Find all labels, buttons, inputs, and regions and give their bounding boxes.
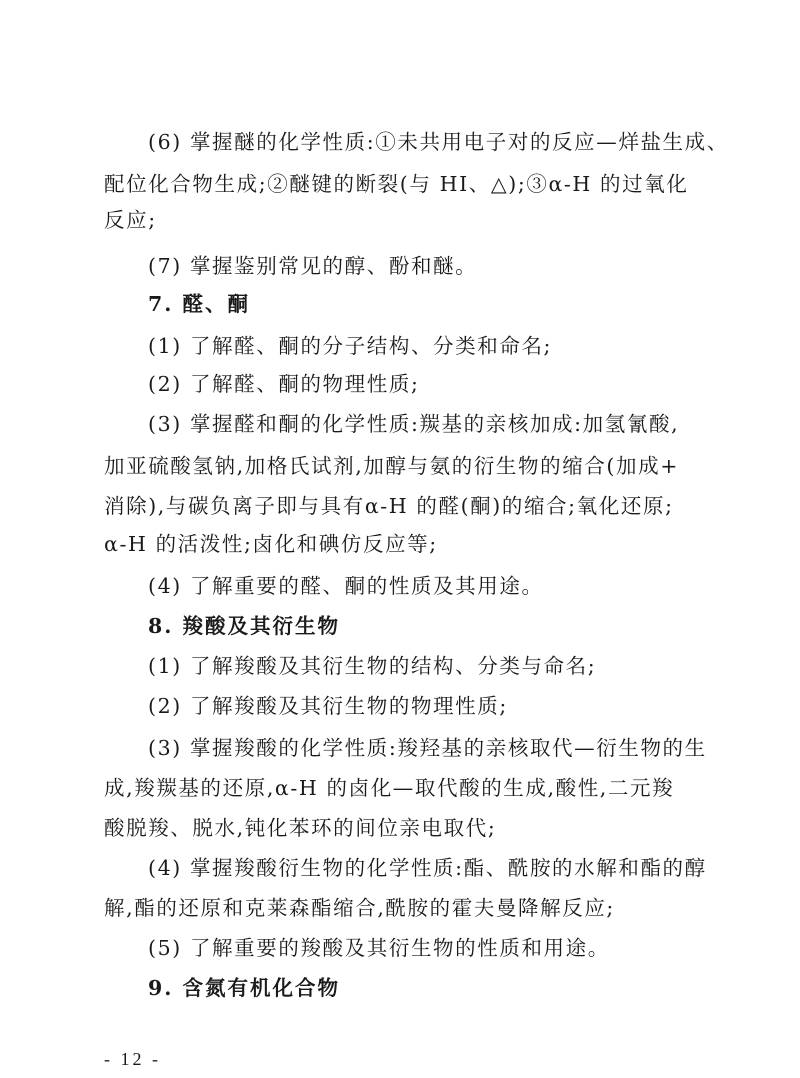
paragraph-line: (1) 了解羧酸及其衍生物的结构、分类与命名;: [148, 654, 597, 678]
paragraph-line: (6) 掌握醚的化学性质:①未共用电子对的反应—烊盐生成、: [148, 130, 729, 154]
paragraph-line: 反应;: [104, 208, 157, 232]
paragraph-line: α-H 的活泼性;卤化和碘仿反应等;: [104, 532, 438, 556]
page-number: - 12 -: [104, 1049, 161, 1069]
paragraph-line: (2) 了解醛、酮的物理性质;: [148, 372, 420, 396]
section-heading: 7. 醛、酮: [148, 292, 251, 316]
section-heading: 9. 含氮有机化合物: [148, 976, 341, 1000]
paragraph-line: 酸脱羧、脱水,钝化苯环的间位亲电取代;: [104, 816, 497, 840]
paragraph-line: (3) 掌握醛和酮的化学性质:羰基的亲核加成:加氢氰酸,: [148, 412, 680, 436]
paragraph-line: (7) 掌握鉴别常见的醇、酚和醚。: [148, 254, 478, 278]
paragraph-line: 配位化合物生成;②醚键的断裂(与 HI、△);③α-H 的过氧化: [104, 172, 689, 196]
section-heading: 8. 羧酸及其衍生物: [148, 614, 341, 638]
paragraph-line: 加亚硫酸氢钠,加格氏试剂,加醇与氨的衍生物的缩合(加成+: [104, 454, 680, 478]
paragraph-line: (2) 了解羧酸及其衍生物的物理性质;: [148, 694, 508, 718]
paragraph-line: (4) 掌握羧酸衍生物的化学性质:酯、酰胺的水解和酯的醇: [148, 856, 707, 880]
paragraph-line: (4) 了解重要的醛、酮的性质及其用途。: [148, 574, 544, 598]
paragraph-line: (3) 掌握羧酸的化学性质:羧羟基的亲核取代—衍生物的生: [148, 736, 707, 760]
paragraph-line: 解,酯的还原和克莱森酯缩合,酰胺的霍夫曼降解反应;: [104, 896, 615, 920]
paragraph-line: (5) 了解重要的羧酸及其衍生物的性质和用途。: [148, 936, 610, 960]
paragraph-line: (1) 了解醛、酮的分子结构、分类和命名;: [148, 334, 553, 358]
paragraph-line: 成,羧羰基的还原,α-H 的卤化—取代酸的生成,酸性,二元羧: [104, 776, 675, 800]
paragraph-line: 消除),与碳负离子即与具有α-H 的醛(酮)的缩合;氧化还原;: [104, 494, 674, 518]
